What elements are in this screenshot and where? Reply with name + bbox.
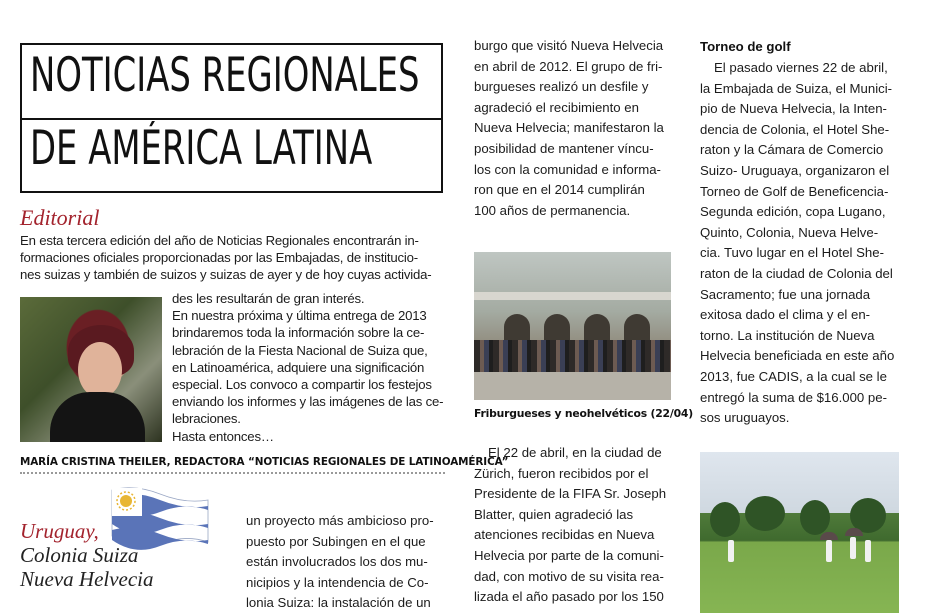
column2-line: en abril de 2012. El grupo de fri- (474, 58, 663, 74)
uruguay-heading-line-3: Nueva Helvecia (20, 567, 154, 591)
column2-bottom-text (474, 443, 684, 608)
golf-course-photo (700, 452, 899, 613)
uruguay-line: lonia Suiza: la instalación de un (246, 595, 431, 610)
section-divider (20, 472, 445, 474)
column3-text (700, 58, 915, 429)
group-photo-building (474, 252, 671, 400)
column3-line: Torneo de Golf de Beneficencia- (700, 183, 889, 199)
column3-line: 2013, fue CADIS, a la cual se le (700, 368, 887, 384)
editorial-heading: Editorial (20, 205, 100, 230)
column3-line: Segunda edición, copa Lugano, (700, 204, 886, 220)
editorial-line: especial. Los convoco a compartir los festejos (172, 377, 432, 393)
editorial-line: nes suizas y también de suizos y suizas de ayer y de hoy cuyas activida- (20, 267, 432, 283)
title-divider (22, 118, 441, 120)
column3-line: Sacramento; fue una jornada (700, 286, 871, 302)
column3-line: raton de la ciudad de Colonia del (700, 265, 893, 281)
uruguay-heading (20, 519, 154, 591)
section-title-box (20, 43, 443, 193)
column3-line: sos uruguayos. (700, 410, 790, 426)
column3-line: Suizo- Uruguaya, organizaron el (700, 162, 890, 178)
column3-line: entregó la suma de $16.000 pe- (700, 389, 887, 405)
column3-line: cia. Tuvo lugar en el Hotel She- (700, 245, 884, 261)
editorial-line: En nuestra próxima y última entrega de 2013 (172, 308, 427, 324)
column2-line: posibilidad de mantener víncu- (474, 140, 654, 156)
uruguay-heading-country: Uruguay, (20, 519, 99, 543)
column2-top-text (474, 36, 684, 221)
column3-line: Quinto, Colonia, Nueva Helve- (700, 224, 879, 240)
uruguay-heading-line-2: Colonia Suiza (20, 543, 139, 567)
editorial-line: En esta tercera edición del año de Noticias Regionales encontrarán in- (20, 233, 419, 248)
group-photo-caption: Friburgueses y neohelvéticos (22/04) (474, 407, 693, 420)
editorial-signature: MARÍA CRISTINA THEILER, REDACTORA “NOTICIAS REGIONALES DE LATINOAMÉRICA” (20, 456, 509, 468)
section-title-line-1: NOTICIAS REGIONALES (30, 48, 420, 103)
uruguay-line: un proyecto más ambicioso pro- (246, 513, 434, 528)
column2-line: Zürich, fueron recibidos por el (474, 465, 649, 481)
section-title-line-2: DE AMÉRICA LATINA (30, 121, 373, 176)
editorial-line: brindaremos toda la información sobre la ce- (172, 325, 425, 341)
uruguay-line: puesto por Subingen en el que (246, 533, 426, 549)
column2-line: dad, con motivo de su visita rea- (474, 568, 664, 584)
column2-line: Presidente de la FIFA Sr. Joseph (474, 486, 667, 502)
column3-line: la Embajada de Suiza, el Munici- (700, 80, 893, 96)
column2-line: El 22 de abril, en la ciudad de (488, 445, 662, 460)
column3-line: torno. La institución de Nueva (700, 327, 875, 343)
editorial-intro (20, 232, 450, 284)
editorial-line: lebraciones. (172, 411, 241, 427)
golf-heading: Torneo de golf (700, 39, 791, 54)
column2-line: los con la comunidad e informa- (474, 161, 661, 177)
uruguay-line: nicipios y la intendencia de Co- (246, 574, 429, 590)
column3-line: pio de Nueva Helvecia, la Inten- (700, 101, 887, 117)
column2-line: burgo que visitó Nueva Helvecia (474, 38, 664, 53)
uruguay-body (246, 511, 446, 614)
column2-line: lizada el año pasado por los 150 (474, 589, 664, 605)
editorial-body (172, 290, 447, 445)
column3-line: dencia de Colonia, el Hotel She- (700, 121, 890, 137)
column3-line: raton y la Cámara de Comercio (700, 142, 884, 158)
column3-line: Helvecia beneficiada en este año (700, 348, 895, 364)
editorial-line: lebración de la Fiesta Nacional de Suiza que, (172, 342, 428, 358)
editorial-line: en Latinoamérica, adquiere una significación (172, 359, 425, 375)
column2-line: ron que en el 2014 cumplirán (474, 182, 645, 198)
column2-line: atenciones recibidas en Nueva (474, 527, 655, 543)
editorial-line: formaciones oficiales proporcionadas por las Embajadas, de institucio- (20, 250, 418, 266)
editor-portrait-photo (20, 297, 162, 442)
uruguay-line: están involucrados los dos mu- (246, 554, 428, 569)
column2-line: 100 años de permanencia. (474, 202, 631, 218)
column2-line: agradeció el recibimiento en (474, 99, 639, 115)
editorial-line: Hasta entonces… (172, 428, 274, 444)
column3-line: exitosa dado el clima y el en- (700, 307, 871, 323)
column3-line: El pasado viernes 22 de abril, (714, 60, 888, 75)
column2-line: Helvecia por parte de la comuni- (474, 547, 664, 563)
column2-line: Blatter, quien agradeció las (474, 506, 634, 522)
column2-line: burgueses realizó un desfile y (474, 79, 649, 95)
editorial-line: enviando los informes y las imágenes de las ce- (172, 394, 444, 410)
column2-line: Nueva Helvecia; manifestaron la (474, 120, 664, 136)
editorial-line: des les resultarán de gran interés. (172, 291, 365, 306)
